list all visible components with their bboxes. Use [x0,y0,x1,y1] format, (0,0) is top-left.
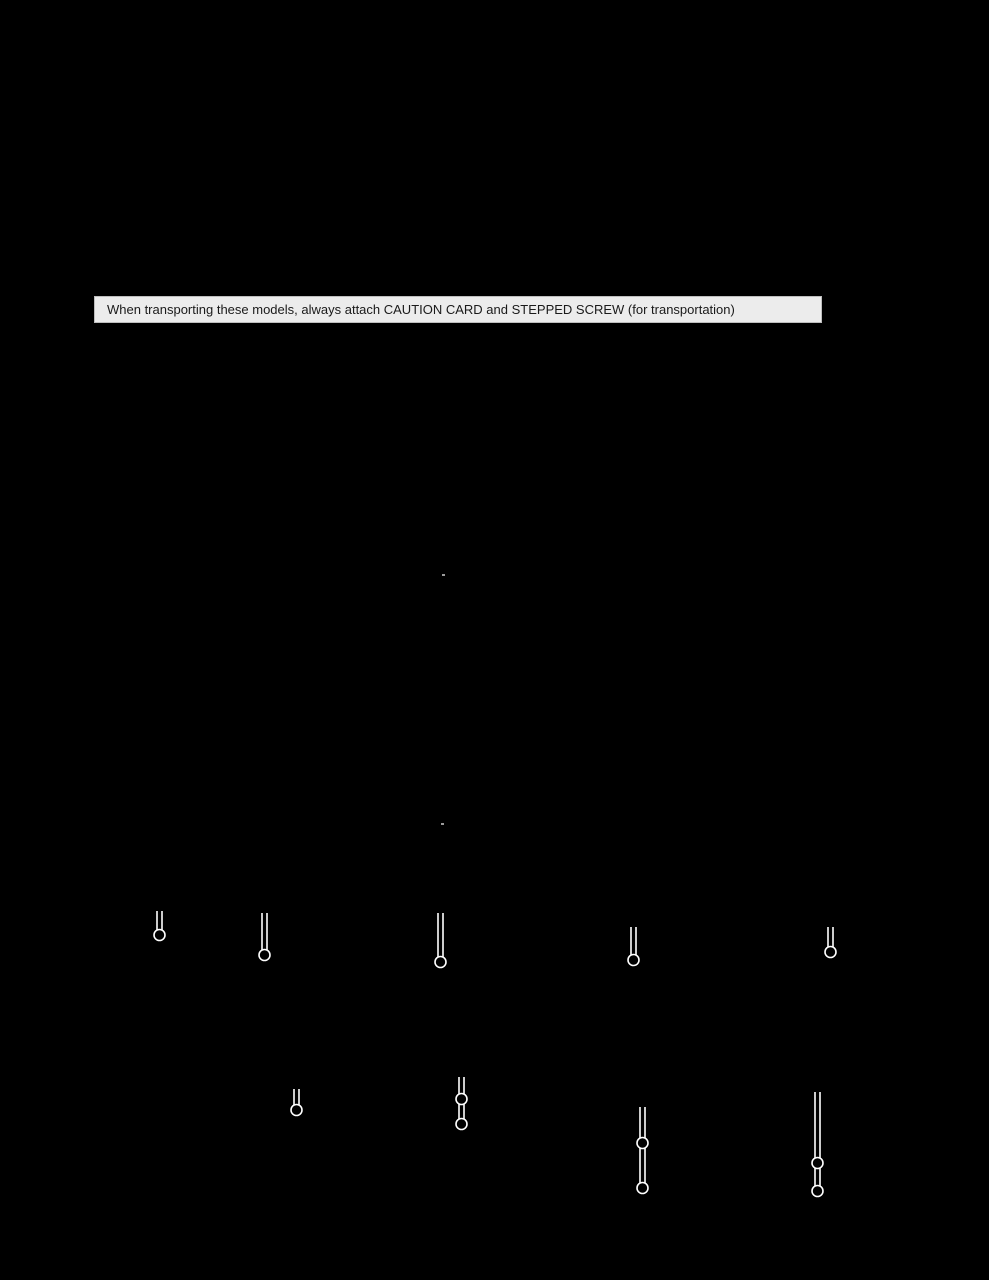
callout-marker [628,927,639,966]
callout-marker [435,913,446,968]
callout-marker [825,927,836,958]
callout-marker [291,1089,302,1116]
callout-marker [812,1092,823,1197]
callout-marker [259,913,270,961]
transport-caution-notice: When transporting these models, always attach CAUTION CARD and STEPPED SCREW (for transportation) [94,296,822,323]
callout-marker [456,1077,467,1130]
callout-marker [154,911,165,941]
callout-marker [637,1107,648,1194]
